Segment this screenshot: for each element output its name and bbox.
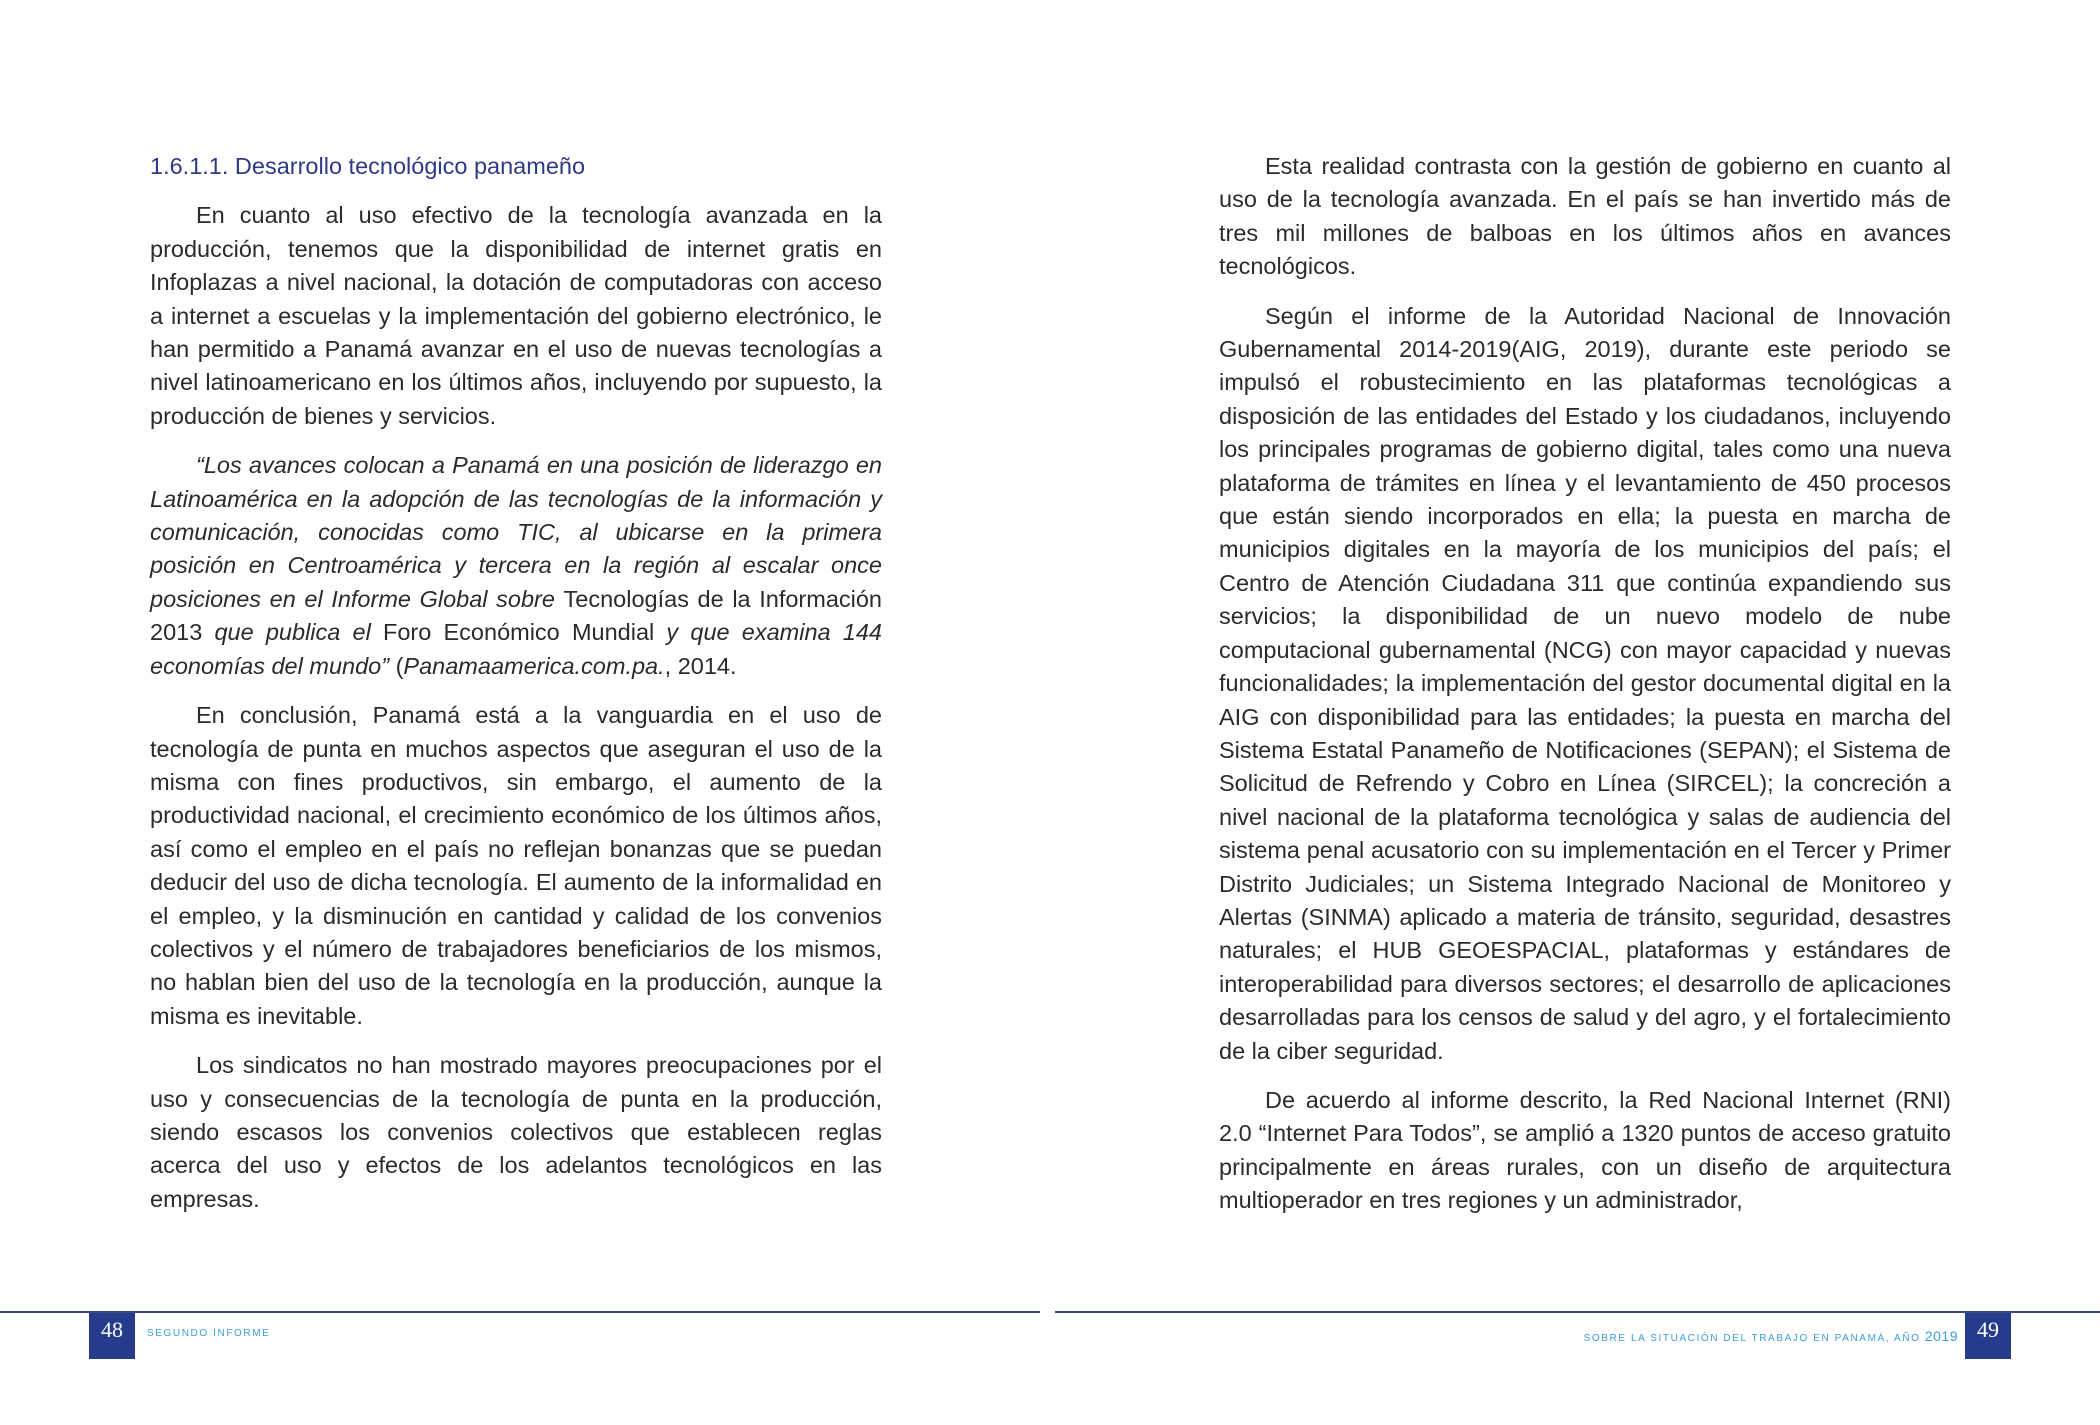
- right-text-column: [1219, 150, 1951, 1234]
- footer-rule-right: [1055, 1311, 2100, 1313]
- quote-forum-name: Foro Económico Mundial: [383, 619, 655, 646]
- quote-text-cont: que publica el: [202, 619, 383, 646]
- footer-rule-left: [0, 1311, 1040, 1313]
- left-paragraph-2: En conclusión, Panamá está a la vanguardia en el uso de tecnología de punta en muchos aspectos que aseguran el uso de la misma con fines productivos, sin embargo, el aumento de la productividad nacional, el crecimiento económico de los últimos años, así como el empleo en el país no reflejan bonanzas que se puedan deducir del uso de dicha tecnología. El aumento de la informalidad en el empleo, y la disminución en cantidad y calidad de los convenios colectivos y el número de trabajadores beneficiarios de los mismos, no hablan bien del uso de la tecnología en la producción, aunque la misma es inevitable.: [150, 702, 882, 1029]
- left-text-column: [150, 150, 882, 1232]
- footer-year: 2019: [1924, 1328, 1958, 1344]
- right-page: [1050, 0, 2100, 1425]
- left-paragraph-3: Los sindicatos no han mostrado mayores preocupaciones por el uso y consecuencias de la tecnología de punta en la producción, siendo escasos los convenios colectivos que establecen reglas acerca del uso y efectos de los adelantos tecnológicos en las empresas.: [150, 1052, 882, 1212]
- page-number-right: 49: [1965, 1313, 2011, 1359]
- citation-year: , 2014.: [664, 652, 737, 679]
- footer-left-text: SEGUNDO INFORME: [147, 1328, 271, 1339]
- quote-report-title: Tecnologías de la Información 2013: [150, 585, 882, 646]
- section-heading: 1.6.1.1. Desarrollo tecnológico panameño: [150, 153, 586, 179]
- quote-paragraph: [150, 449, 882, 683]
- footer-right-label: SOBRE LA SITUACIÓN DEL TRABAJO EN PANAMÁ, AÑO: [1583, 1333, 1921, 1344]
- page-number-left: 48: [89, 1313, 135, 1359]
- right-paragraph-1: Esta realidad contrasta con la gestión de gobierno en cuanto al uso de la tecnología avanzada. En el país se han invertido más de tres mil millones de balboas en los últimos años en avances tecnológicos.: [1219, 153, 1951, 280]
- footer-right-text: [1584, 1328, 1958, 1344]
- citation-open: (: [389, 652, 404, 679]
- quote-text: “Los avances colocan a Panamá en una posición de liderazgo en Latinoamérica en la adopción de las tecnologías de la información y comunicación, conocidas como TIC, al ubicarse en la primera posición en Centroamérica y tercera en la región al escalar once posiciones en el Informe Global sobre: [150, 452, 882, 612]
- citation-source: Panamaamerica.com.pa.: [403, 652, 665, 679]
- right-paragraph-2: Según el informe de la Autoridad Nacional de Innovación Gubernamental 2014-2019(AIG, 2019), durante este periodo se impulsó el robustecimiento en las plataformas tecnológicas a disposición de las entidades del Estado y los ciudadanos, incluyendo los principales programas de gobierno digital, tales como una nueva plataforma de trámites en línea y el levantamiento de 450 procesos que están siendo incorporados en ella; la puesta en marcha de municipios digitales en la mayoría de los municipios del país; el Centro de Atención Ciudadana 311 que continúa expandiendo sus servicios; la disponibilidad de un nuevo modelo de nube computacional gubernamental (NCG) con mayor capacidad y nuevas funcionalidades; la implementación del gestor documental digital en la AIG con disponibilidad para las entidades; la puesta en marcha del Sistema Estatal Panameño de Notificaciones (SEPAN); el Sistema de Solicitud de Refrendo y Cobro en Línea (SIRCEL); la concreción a nivel nacional de la plataforma tecnológica y salas de audiencia del sistema penal acusatorio con su implementación en el Tercer y Primer Distrito Judiciales; un Sistema Integrado Nacional de Monitoreo y Alertas (SINMA) aplicado a materia de tránsito, seguridad, desastres naturales; el HUB GEOESPACIAL, plataformas y estándares de interoperabilidad para diversos sectores; el desarrollo de aplicaciones desarrolladas para los censos de salud y del agro, y el fortalecimiento de la ciber seguridad.: [1219, 302, 1951, 1064]
- right-paragraph-3: De acuerdo al informe descrito, la Red Nacional Internet (RNI) 2.0 “Internet Para Todos”, se amplió a 1320 puntos de acceso gratuito principalmente en áreas rurales, con un diseño de arquitectura multioperador en tres regiones y un administrador,: [1219, 1086, 1951, 1214]
- quote-text-end: y que examina 144 economías del mundo”: [150, 619, 882, 679]
- left-paragraph-1: En cuanto al uso efectivo de la tecnología avanzada en la producción, tenemos que la disponibilidad de internet gratis en Infoplazas a nivel nacional, la dotación de computadoras con acceso a internet a escuelas y la implementación del gobierno electrónico, le han permitido a Panamá avanzar en el uso de nuevas tecnologías a nivel latinoamericano en los últimos años, incluyendo por supuesto, la producción de bienes y servicios.: [150, 202, 882, 429]
